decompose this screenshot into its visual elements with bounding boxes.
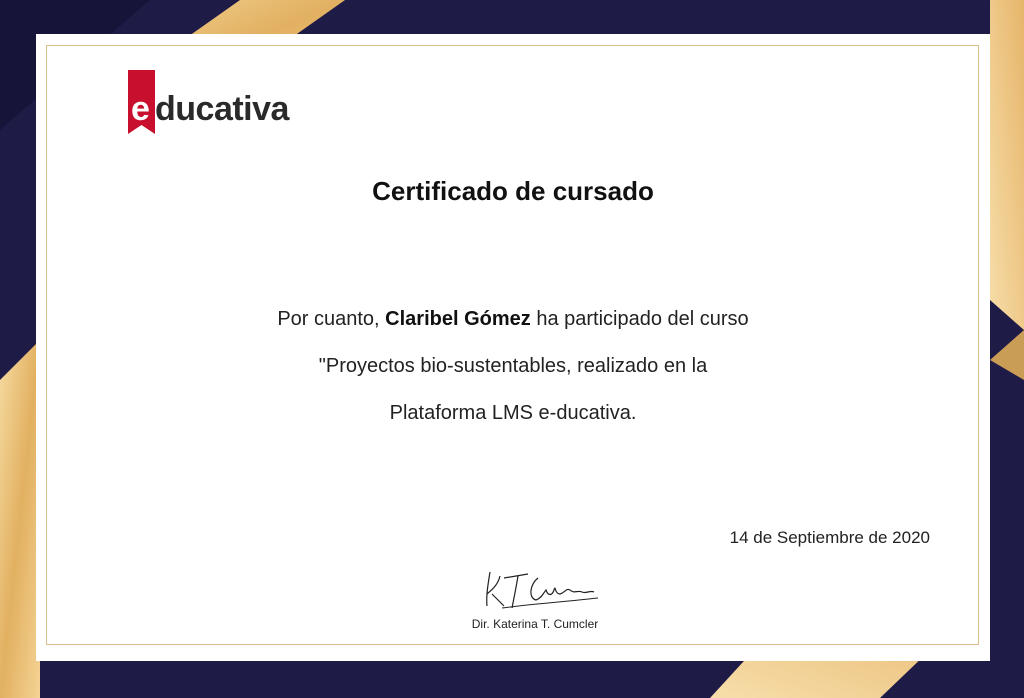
certificate-title: Certificado de cursado	[372, 176, 654, 206]
line1-suffix: ha participado del curso	[530, 308, 749, 330]
signer-label: Dir. Katerina T. Cumcler	[471, 617, 599, 631]
handwritten-signature	[482, 564, 602, 614]
line1-prefix: Por cuanto,	[277, 308, 386, 330]
certificate-body	[36, 296, 990, 437]
body-line-1	[36, 296, 990, 343]
top-right-gold-band	[990, 0, 1024, 330]
educativa-logo	[128, 70, 298, 136]
logo-wordmark: ducativa	[155, 90, 289, 128]
body-line-2: "Proyectos bio-sustentables, realizado en la	[318, 355, 708, 377]
issue-date: 14 de Septiembre de 2020	[729, 528, 930, 547]
recipient-name: Claribel Gómez	[385, 308, 531, 330]
logo-letter-e: e	[131, 90, 150, 128]
certificate-sheet	[36, 34, 990, 661]
signer-name	[36, 617, 990, 631]
left-gold-band	[0, 340, 40, 698]
body-line-3: Plataforma LMS e-ducativa.	[389, 402, 637, 424]
